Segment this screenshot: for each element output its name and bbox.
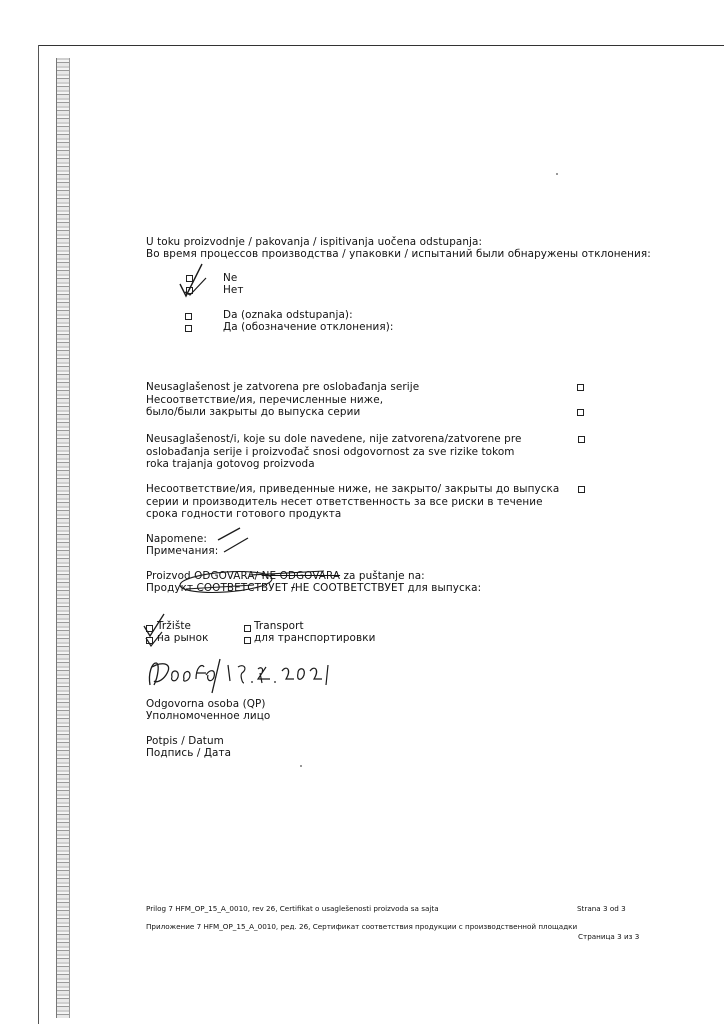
deviations-title-ru: Во время процессов производства / упаковки / испытаний были обнаружены отклонения:	[146, 248, 651, 260]
compliance-not-ru: НЕ СООТВЕТСТВУЕТ	[294, 582, 405, 594]
footer-page-ru: Страница 3 из 3	[578, 932, 640, 941]
compliance-complies-ru: СООТВЕТСТВУЕТ	[196, 582, 288, 594]
scan-top-edge	[38, 45, 724, 46]
remarks-label-sr: Napomene:	[146, 533, 207, 545]
nc-open-ru-3: срока годности готового продукта	[146, 508, 342, 520]
nc-open-checkbox-ru[interactable]	[578, 486, 585, 493]
nc-closed-checkbox[interactable]	[577, 384, 584, 391]
nc-closed-sr: Neusaglašenost je zatvorena pre oslobađanja serije	[146, 381, 420, 393]
compliance-complies-sr: ODGOVARA	[194, 570, 255, 582]
compliance-suffix-ru: для выпуска:	[407, 582, 482, 594]
nc-open-sr-1: Neusaglašenost/i, koje su dole navedene, nije zatvorena/zatvorene pre	[146, 433, 522, 445]
nc-open-sr-2: oslobađanja serije i proizvođač snosi odgovornost za sve rizike tokom	[146, 446, 515, 458]
compliance-prefix-sr: Proizvod	[146, 570, 191, 582]
transport-label-ru: для транспортировки	[254, 632, 376, 644]
nc-open-checkbox[interactable]	[578, 436, 585, 443]
no-label-ru: Нет	[223, 284, 244, 296]
nc-closed-ru-1: Несоответствие/ия, перечисленные ниже,	[146, 394, 384, 406]
market-label-sr: Tržište	[157, 620, 192, 632]
market-label-ru: на рынок	[157, 632, 209, 644]
yes-label-ru: Да (обозначение отклонения):	[223, 321, 394, 333]
compliance-not-sr: NE ODGOVARA	[261, 570, 341, 582]
no-label-sr: Ne	[223, 272, 238, 284]
scan-speck	[556, 173, 558, 175]
scan-left-edge	[38, 45, 39, 1024]
nc-open-sr-3: roka trajanja gotovog proizvoda	[146, 458, 315, 470]
remarks-label-ru: Примечания:	[146, 545, 219, 557]
scan-speck	[300, 765, 302, 767]
yes-checkbox-ru[interactable]	[185, 325, 192, 332]
transport-checkbox[interactable]	[244, 625, 251, 632]
qp-role-ru: Уполномоченное лицо	[146, 710, 271, 722]
yes-checkbox[interactable]	[185, 313, 192, 320]
handwritten-check-mark	[176, 262, 216, 300]
sign-date-label-ru: Подпись / Дата	[146, 747, 232, 759]
qp-role-sr: Odgovorna osoba (QP)	[146, 698, 266, 710]
compliance-sep-ru: /	[291, 582, 295, 594]
nc-closed-ru-2: было/были закрыты до выпуска серии	[146, 406, 361, 418]
deviations-title-sr: U toku proizvodnje / pakovanja / ispitivanja uočena odstupanja:	[146, 236, 483, 248]
handwritten-dash-marks	[214, 526, 258, 556]
compliance-prefix-ru: Продукт	[146, 582, 194, 594]
footer-doc-ru: Приложение 7 HFM_OP_15_A_0010, ред. 26, Сертификат соответствия продукции с производственной площадки	[146, 922, 578, 931]
sign-date-label-sr: Potpis / Datum	[146, 735, 224, 747]
nc-open-ru-2: серии и производитель несет ответственность за все риски в течение	[146, 496, 543, 508]
transport-label-sr: Transport	[254, 620, 304, 632]
yes-label-sr: Da (oznaka odstupanja):	[223, 309, 353, 321]
footer-page-sr: Strana 3 od 3	[577, 904, 626, 913]
nc-open-ru-1: Несоответствие/ия, приведенные ниже, не закрыто/ закрыты до выпуска	[146, 483, 560, 495]
compliance-suffix-sr: za puštanje na:	[343, 570, 425, 582]
handwritten-signature-date	[144, 655, 344, 695]
compliance-sep-sr: /	[254, 570, 259, 582]
footer-doc-sr: Prilog 7 HFM_OP_15_A_0010, rev 26, Certifikat o usaglešenosti proizvoda sa sajta	[146, 904, 439, 913]
handwritten-oval-and-strikes	[186, 565, 326, 599]
nc-closed-checkbox-ru[interactable]	[577, 409, 584, 416]
binding-strip	[56, 58, 70, 1018]
transport-checkbox-ru[interactable]	[244, 637, 251, 644]
